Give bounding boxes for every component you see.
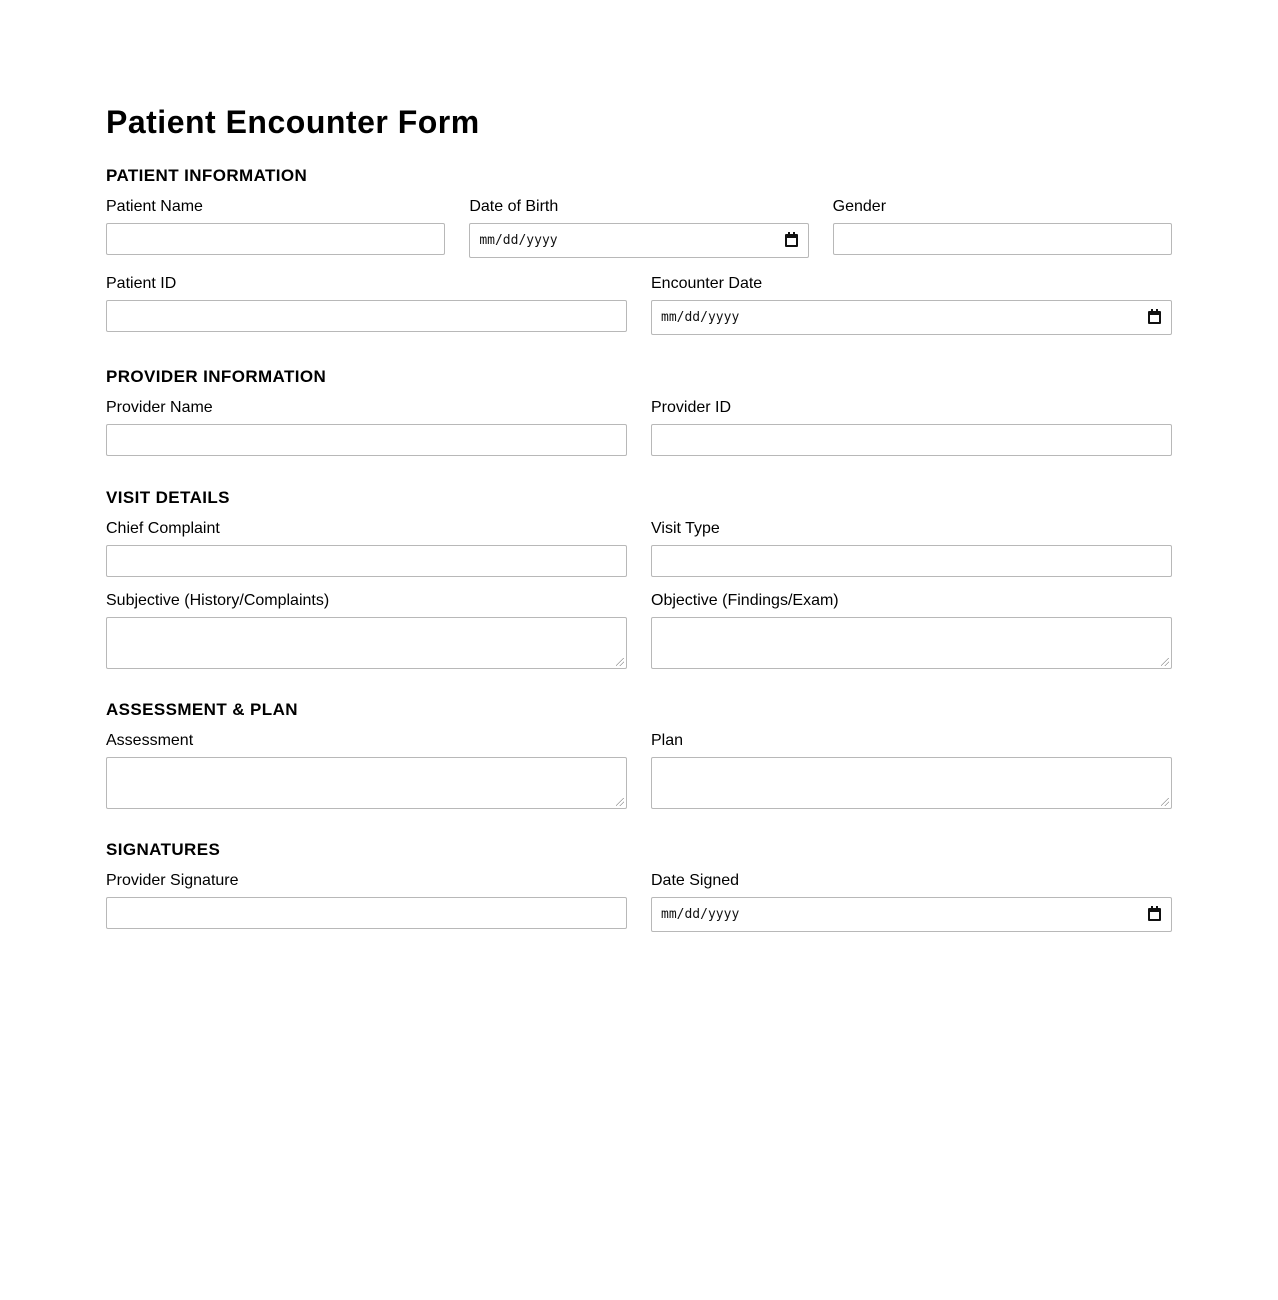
provider-information-section (106, 367, 1172, 456)
provider-id-field (651, 399, 1172, 456)
provider-id-input[interactable] (651, 424, 1172, 456)
provider-name-field (106, 399, 627, 456)
calendar-icon[interactable] (1148, 908, 1161, 921)
date-of-birth-placeholder: mm/dd/yyyy (479, 233, 558, 248)
resize-grip-icon[interactable] (1161, 658, 1169, 666)
date-signed-label: Date Signed (651, 872, 740, 889)
objective-label: Objective (Findings/Exam) (651, 592, 839, 609)
patient-name-label: Patient Name (106, 198, 203, 215)
assessment-label: Assessment (106, 732, 194, 749)
provider-signature-label: Provider Signature (106, 872, 239, 889)
chief-complaint-input[interactable] (106, 545, 627, 577)
visit-details-section (106, 488, 1172, 669)
page-title: Patient Encounter Form (106, 104, 480, 140)
assessment-field (106, 732, 627, 809)
assessment-textarea[interactable] (106, 757, 627, 809)
subjective-textarea[interactable] (106, 617, 627, 669)
section-title-signatures: SIGNATURES (106, 840, 221, 859)
provider-name-input[interactable] (106, 424, 627, 456)
patient-id-input[interactable] (106, 300, 627, 332)
encounter-date-label: Encounter Date (651, 275, 763, 292)
objective-field (651, 592, 1172, 669)
resize-grip-icon[interactable] (616, 798, 624, 806)
objective-textarea[interactable] (651, 617, 1172, 669)
provider-signature-input[interactable] (106, 897, 627, 929)
date-of-birth-field (469, 198, 808, 258)
subjective-field (106, 592, 627, 669)
plan-label: Plan (651, 732, 684, 749)
encounter-form (106, 0, 1172, 932)
date-of-birth-label: Date of Birth (469, 198, 559, 215)
provider-name-label: Provider Name (106, 399, 213, 416)
calendar-icon[interactable] (1148, 311, 1161, 324)
subjective-label: Subjective (History/Complaints) (106, 592, 330, 609)
provider-signature-field (106, 872, 627, 932)
visit-type-label: Visit Type (651, 520, 720, 537)
visit-type-field (651, 520, 1172, 577)
date-signed-placeholder: mm/dd/yyyy (661, 907, 740, 922)
date-signed-field (651, 872, 1172, 932)
section-title-visit: VISIT DETAILS (106, 488, 230, 507)
encounter-date-field (651, 275, 1172, 335)
patient-name-field (106, 198, 445, 258)
encounter-date-placeholder: mm/dd/yyyy (661, 310, 740, 325)
section-title-patient: PATIENT INFORMATION (106, 166, 308, 185)
assessment-plan-section (106, 700, 1172, 809)
section-title-provider: PROVIDER INFORMATION (106, 367, 327, 386)
signatures-section (106, 840, 1172, 932)
chief-complaint-label: Chief Complaint (106, 520, 220, 537)
patient-id-label: Patient ID (106, 275, 177, 292)
gender-label: Gender (832, 198, 887, 215)
chief-complaint-field (106, 520, 627, 577)
calendar-icon[interactable] (785, 234, 798, 247)
provider-id-label: Provider ID (651, 399, 732, 416)
plan-field (651, 732, 1172, 809)
plan-textarea[interactable] (651, 757, 1172, 809)
resize-grip-icon[interactable] (616, 658, 624, 666)
encounter-date-input[interactable] (651, 300, 1172, 335)
patient-id-field (106, 275, 627, 335)
patient-name-input[interactable] (106, 223, 445, 255)
gender-field (833, 198, 1172, 258)
section-title-assessment: ASSESSMENT & PLAN (106, 700, 298, 719)
gender-input[interactable] (833, 223, 1172, 255)
date-of-birth-input[interactable] (469, 223, 808, 258)
visit-type-input[interactable] (651, 545, 1172, 577)
resize-grip-icon[interactable] (1161, 798, 1169, 806)
date-signed-input[interactable] (651, 897, 1172, 932)
patient-information-section (106, 166, 1172, 335)
